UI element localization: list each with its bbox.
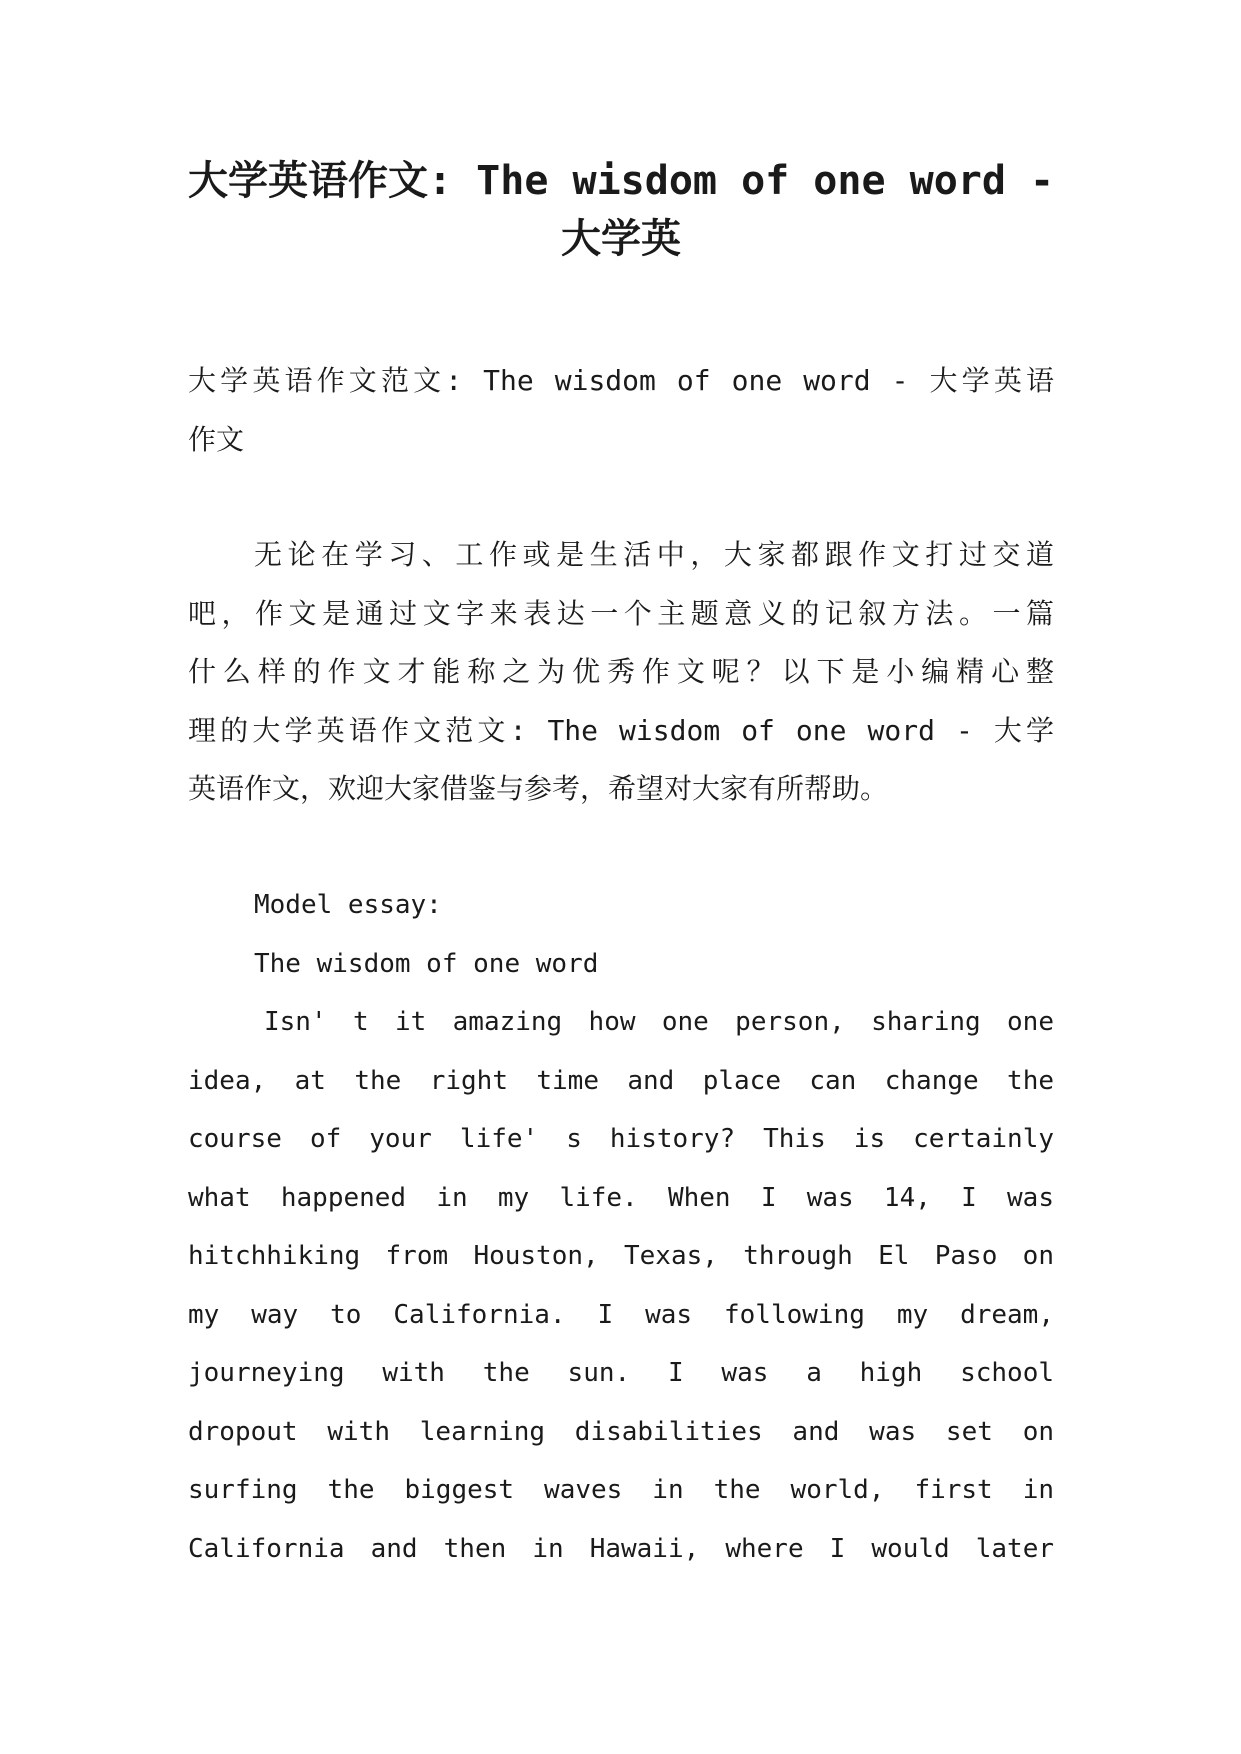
essay-line-8: dropout with learning disabilities and was set on bbox=[188, 1416, 1054, 1447]
essay-line-5: hitchhiking from Houston, Texas, through El Paso on bbox=[188, 1241, 1054, 1271]
intro-line-3: 什么样的作文才能称之为优秀作文呢？以下是小编精心整 bbox=[188, 655, 1054, 688]
title-line-2: 大学英 bbox=[561, 216, 681, 262]
intro-line-1: 无论在学习、工作或是生活中，大家都跟作文打过交道 bbox=[254, 538, 1054, 571]
document-title bbox=[188, 0, 1054, 268]
intro-line-5: 英语作文，欢迎大家借鉴与参考，希望对大家有所帮助。 bbox=[188, 772, 889, 805]
essay-line-6: my way to California. I was following my dream, bbox=[188, 1299, 1054, 1330]
essay-line-9: surfing the biggest waves in the world, first in bbox=[188, 1475, 1054, 1505]
essay-line-1: Isn' t it amazing how one person, sharing one bbox=[264, 1007, 1054, 1037]
essay-title: The wisdom of one word bbox=[254, 948, 599, 979]
subtitle-line-1: 大学英语作文范文: The wisdom of one word - 大学英语 bbox=[188, 364, 1054, 397]
document-page bbox=[188, 0, 1055, 1564]
intro-line-4: 理的大学英语作文范文: The wisdom of one word - 大学 bbox=[188, 713, 1054, 747]
essay-line-4: what happened in my life. When I was 14, I was bbox=[188, 1182, 1054, 1213]
essay-line-3: course of your life' s history? This is certainly bbox=[188, 1124, 1054, 1154]
subtitle-line-2: 作文 bbox=[188, 422, 245, 456]
essay-line-7: journeying with the sun. I was a high school bbox=[188, 1358, 1054, 1388]
essay-line-10: California and then in Hawaii, where I would later bbox=[188, 1533, 1054, 1564]
title-line-1: 大学英语作文: The wisdom of one word - bbox=[188, 158, 1055, 204]
model-essay bbox=[188, 876, 1054, 1578]
intro-line-2: 吧，作文是通过文字来表达一个主题意义的记叙方法。一篇 bbox=[188, 596, 1054, 630]
document-subtitle bbox=[188, 352, 1054, 469]
intro-paragraph bbox=[188, 526, 1054, 819]
essay-line-2: idea, at the right time and place can change the bbox=[188, 1065, 1054, 1096]
essay-label: Model essay: bbox=[254, 890, 442, 920]
